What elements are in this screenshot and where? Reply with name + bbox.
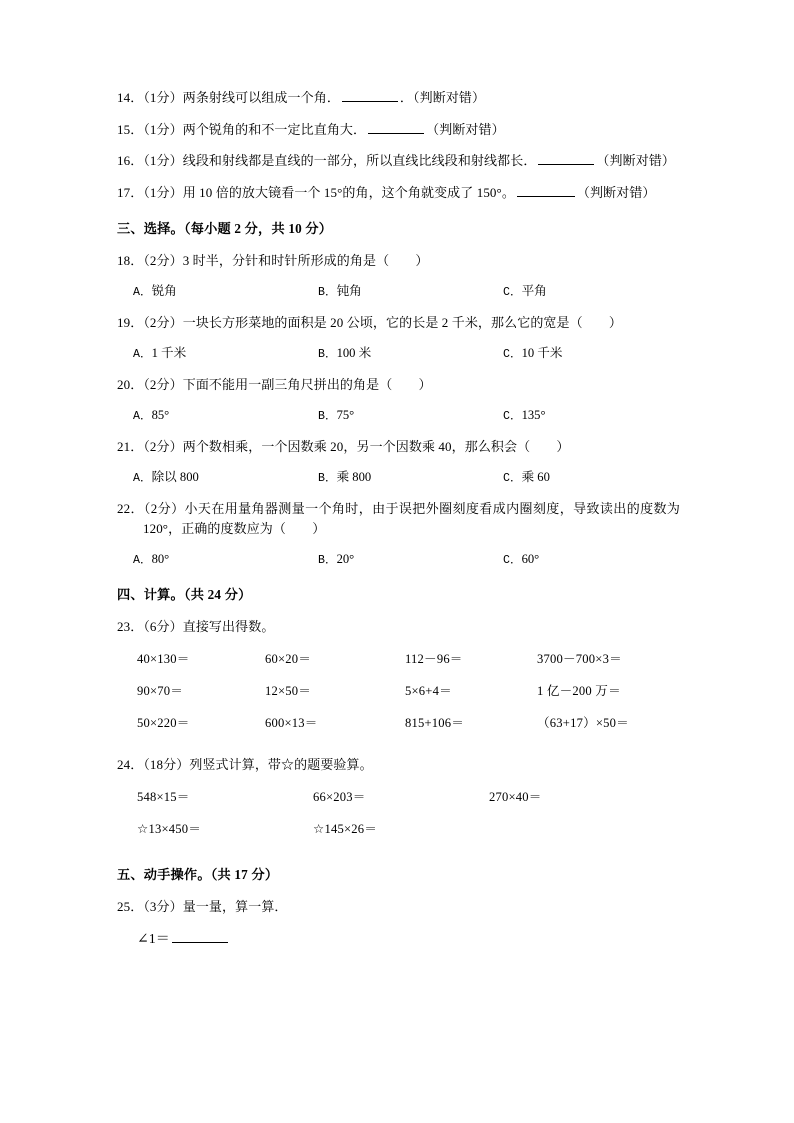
question-19-number: 19． bbox=[117, 314, 144, 330]
question-17-text-after: （判断对错） bbox=[576, 184, 656, 200]
question-23 bbox=[117, 617, 680, 637]
question-18-option-b[interactable] bbox=[318, 281, 362, 303]
option-b-label: B． bbox=[318, 410, 337, 423]
section-heading-calculation: 四、计算。（共 24 分） bbox=[117, 587, 252, 602]
question-17-number: 17． bbox=[117, 184, 144, 200]
question-21-options bbox=[117, 467, 680, 487]
question-25-instruction: 量一量，算一算． bbox=[182, 899, 288, 914]
option-c-label: C． bbox=[503, 554, 522, 567]
question-15-number: 15． bbox=[117, 121, 144, 137]
option-b-text: 钝角 bbox=[336, 284, 362, 298]
question-17 bbox=[117, 183, 680, 203]
calc-expression: 600×13＝ bbox=[265, 716, 318, 730]
question-18 bbox=[117, 251, 680, 271]
question-14-number: 14． bbox=[117, 90, 144, 105]
question-22-option-b[interactable] bbox=[318, 549, 354, 571]
question-19 bbox=[117, 313, 680, 333]
question-21-number: 21． bbox=[117, 438, 144, 454]
question-16-points: （1分） bbox=[143, 153, 183, 168]
question-18-option-a[interactable] bbox=[133, 281, 177, 303]
question-24-points: （18分） bbox=[143, 757, 190, 772]
question-18-points: （2分） bbox=[143, 252, 183, 268]
option-a-label: A． bbox=[133, 472, 152, 485]
option-b-text: 20° bbox=[336, 552, 355, 566]
section-heading-choice: 三、选择。（每小题 2 分，共 10 分） bbox=[117, 220, 333, 236]
option-c-label: C． bbox=[503, 410, 522, 423]
question-16-text: 线段和射线都是直线的一部分，所以直线比线段和射线都长． bbox=[182, 153, 537, 168]
question-19-stem: 一块长方形菜地的面积是 20 公顷，它的长是 2 千米，那么它的宽是（ ） bbox=[182, 314, 623, 330]
option-c-label: C． bbox=[503, 472, 522, 485]
option-c-text: 10 千米 bbox=[521, 346, 563, 360]
question-25 bbox=[117, 897, 680, 917]
question-19-option-b[interactable] bbox=[318, 343, 371, 365]
option-a-text: 锐角 bbox=[151, 284, 177, 298]
question-17-text: 用 10 倍的放大镜看一个 15°的角，这个角就变成了 150°。 bbox=[182, 184, 515, 200]
question-22-number: 22． bbox=[117, 500, 144, 516]
question-16-text-after: （判断对错） bbox=[596, 153, 676, 168]
question-20 bbox=[117, 375, 680, 395]
question-25-answer-blank[interactable] bbox=[172, 931, 228, 943]
calc-expression: 270×40＝ bbox=[489, 790, 542, 804]
option-b-text: 乘 800 bbox=[336, 470, 372, 484]
calc-expression: 50×220＝ bbox=[137, 716, 190, 730]
question-22-option-c[interactable] bbox=[503, 549, 539, 571]
calc-expression: 3700－700×3＝ bbox=[537, 652, 622, 666]
option-a-label: A． bbox=[133, 410, 152, 423]
question-14-answer-blank[interactable] bbox=[342, 90, 398, 102]
question-21-stem: 两个数相乘，一个因数乘 20，另一个因数乘 40，那么积会（ ） bbox=[182, 438, 570, 454]
question-21-option-c[interactable] bbox=[503, 467, 550, 489]
question-20-stem: 下面不能用一副三角尺拼出的角是（ ） bbox=[182, 376, 432, 392]
option-c-text: 135° bbox=[521, 408, 546, 422]
question-25-angle-line bbox=[137, 929, 680, 950]
calc-row bbox=[117, 787, 680, 819]
question-19-points: （2分） bbox=[143, 314, 183, 330]
question-22 bbox=[117, 499, 680, 539]
calc-expression: ☆13×450＝ bbox=[137, 822, 202, 836]
calc-row bbox=[117, 819, 680, 851]
question-20-points: （2分） bbox=[143, 376, 183, 392]
option-a-text: 1 千米 bbox=[151, 346, 187, 360]
option-a-label: A． bbox=[133, 554, 152, 567]
calc-expression: （63+17）×50＝ bbox=[537, 716, 629, 730]
question-17-answer-blank[interactable] bbox=[517, 184, 575, 196]
question-16-number: 16． bbox=[117, 153, 144, 168]
option-a-label: A． bbox=[133, 348, 152, 361]
question-25-number: 25． bbox=[117, 899, 144, 914]
question-23-number: 23． bbox=[117, 619, 144, 634]
question-21-points: （2分） bbox=[143, 438, 183, 454]
option-b-label: B． bbox=[318, 286, 337, 299]
calc-expression: 66×203＝ bbox=[313, 790, 366, 804]
question-18-option-c[interactable] bbox=[503, 281, 547, 303]
option-c-text: 乘 60 bbox=[521, 470, 550, 484]
question-23-points: （6分） bbox=[143, 619, 183, 634]
calc-expression: 90×70＝ bbox=[137, 684, 184, 698]
question-21-option-b[interactable] bbox=[318, 467, 371, 489]
angle-label: ∠1＝ bbox=[137, 932, 170, 947]
calc-row bbox=[117, 649, 680, 681]
question-15-text: 两个锐角的和不一定比直角大． bbox=[182, 121, 367, 137]
question-20-option-b[interactable] bbox=[318, 405, 354, 427]
question-24-instruction: 列竖式计算，带☆的题要验算。 bbox=[189, 757, 373, 772]
calc-row bbox=[117, 681, 680, 713]
question-19-option-c[interactable] bbox=[503, 343, 563, 365]
option-b-text: 100 米 bbox=[336, 346, 372, 360]
question-22-option-a[interactable] bbox=[133, 549, 169, 571]
option-b-label: B． bbox=[318, 554, 337, 567]
question-18-stem: 3 时半，分针和时针所形成的角是（ ） bbox=[182, 252, 429, 268]
option-a-text: 85° bbox=[151, 408, 170, 422]
question-15-answer-blank[interactable] bbox=[368, 121, 424, 133]
question-14 bbox=[117, 88, 680, 108]
question-22-points: （2分） bbox=[143, 500, 185, 516]
question-19-option-a[interactable] bbox=[133, 343, 186, 365]
section-heading-handson: 五、动手操作。（共 17 分） bbox=[117, 867, 279, 882]
option-b-text: 75° bbox=[336, 408, 355, 422]
option-c-text: 平角 bbox=[521, 284, 547, 298]
question-20-option-a[interactable] bbox=[133, 405, 169, 427]
question-15 bbox=[117, 120, 680, 140]
calc-expression: 5×6+4＝ bbox=[405, 684, 452, 698]
calc-expression: 12×50＝ bbox=[265, 684, 312, 698]
question-17-points: （1分） bbox=[143, 184, 183, 200]
question-25-points: （3分） bbox=[143, 899, 183, 914]
calc-expression: 548×15＝ bbox=[137, 790, 190, 804]
option-c-label: C． bbox=[503, 286, 522, 299]
question-18-options bbox=[117, 281, 680, 301]
question-16-answer-blank[interactable] bbox=[538, 153, 594, 165]
page-content bbox=[117, 88, 680, 950]
question-19-options bbox=[117, 343, 680, 363]
calc-row bbox=[117, 713, 680, 745]
question-22-stem: 小天在用量角器测量一个角时，由于误把外圈刻度看成内圈刻度，导致读出的度数为 120°，正确的度数应为（ ） bbox=[143, 500, 680, 536]
question-16 bbox=[117, 151, 680, 171]
question-15-text-after: （判断对错） bbox=[426, 121, 505, 137]
option-b-label: B． bbox=[318, 472, 337, 485]
calc-expression: 815+106＝ bbox=[405, 716, 465, 730]
question-21 bbox=[117, 437, 680, 457]
question-24 bbox=[117, 755, 680, 775]
question-18-number: 18． bbox=[117, 252, 144, 268]
question-14-points: （1分） bbox=[143, 90, 183, 105]
question-20-options bbox=[117, 405, 680, 425]
question-24-calc-grid bbox=[117, 787, 680, 851]
question-14-text-after: ．（判断对错） bbox=[399, 90, 486, 105]
calc-expression: ☆145×26＝ bbox=[313, 822, 378, 836]
question-15-points: （1分） bbox=[143, 121, 183, 137]
option-c-label: C． bbox=[503, 348, 522, 361]
option-b-label: B． bbox=[318, 348, 337, 361]
question-24-number: 24． bbox=[117, 757, 144, 772]
option-a-label: A． bbox=[133, 286, 152, 299]
question-23-calc-grid bbox=[117, 649, 680, 745]
question-20-number: 20． bbox=[117, 376, 144, 392]
option-a-text: 除以 800 bbox=[151, 470, 199, 484]
calc-expression: 1 亿－200 万＝ bbox=[537, 684, 621, 698]
option-a-text: 80° bbox=[151, 552, 170, 566]
calc-expression: 60×20＝ bbox=[265, 652, 312, 666]
question-23-instruction: 直接写出得数。 bbox=[182, 619, 275, 634]
calc-expression: 40×130＝ bbox=[137, 652, 190, 666]
question-21-option-a[interactable] bbox=[133, 467, 199, 489]
question-22-options bbox=[117, 549, 680, 569]
question-14-text: 两条射线可以组成一个角． bbox=[182, 90, 340, 105]
option-c-text: 60° bbox=[521, 552, 540, 566]
question-20-option-c[interactable] bbox=[503, 405, 546, 427]
calc-expression: 112－96＝ bbox=[405, 652, 463, 666]
